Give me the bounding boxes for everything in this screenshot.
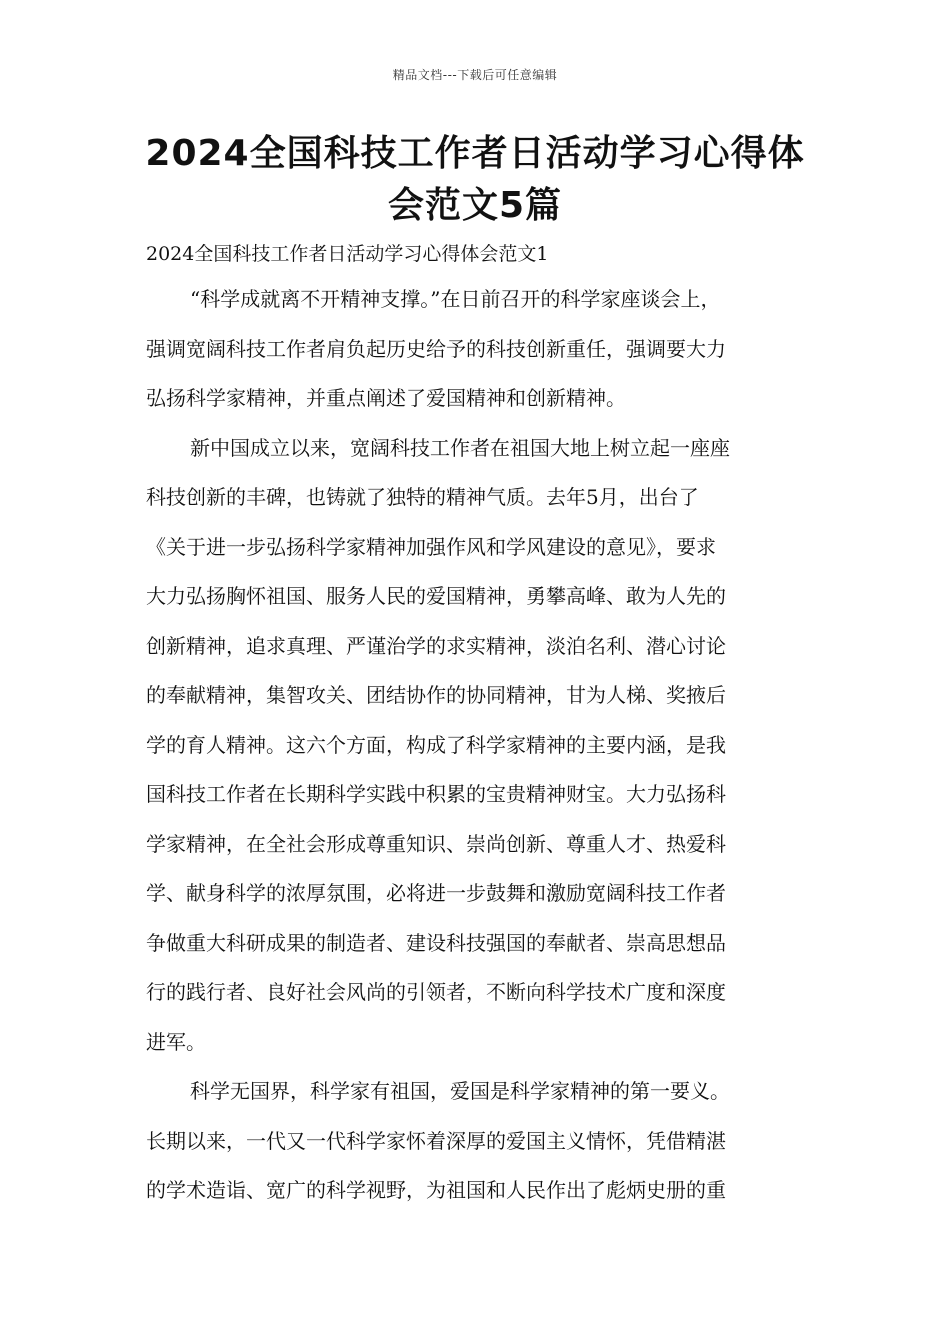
paragraph	[146, 1067, 836, 1216]
text-line: 进军。	[146, 1029, 206, 1054]
text-line: 学、献身科学的浓厚氛围，必将进一步鼓舞和激励宽阔科技工作者	[146, 881, 726, 905]
title-line: 2024全国科技工作者日活动学习心得体	[145, 133, 805, 174]
text-line: 科学无国界，科学家有祖国，爱国是科学家精神的第一要义。	[190, 1079, 730, 1103]
text-line: 的学术造诣、宽广的科学视野，为祖国和人民作出了彪炳史册的重	[146, 1178, 726, 1202]
text-line: 科技创新的丰碑，也铸就了独特的精神气质。去年5月，出台了	[146, 485, 699, 509]
document-body	[146, 275, 836, 1216]
text-line: 弘扬科学家精神，并重点阐述了爱国精神和创新精神。	[146, 386, 626, 410]
paragraph	[146, 424, 836, 1068]
text-line: 大力弘扬胸怀祖国、服务人民的爱国精神，勇攀高峰、敢为人先的	[146, 584, 726, 608]
text-line: 创新精神，追求真理、严谨治学的求实精神，淡泊名利、潜心讨论	[146, 633, 726, 658]
document-title	[120, 128, 830, 232]
paragraph	[146, 275, 836, 424]
text-line: 《关于进一步弘扬科学家精神加强作风和学风建设的意见》，要求	[146, 534, 716, 559]
text-line: 国科技工作者在长期科学实践中积累的宝贵精神财宝。大力弘扬科	[146, 782, 726, 806]
text-line: 行的践行者、良好社会风尚的引领者，不断向科学技术广度和深度	[146, 980, 726, 1004]
text-line: 学的育人精神。这六个方面，构成了科学家精神的主要内涵，是我	[146, 732, 726, 757]
text-line: “科学成就离不开精神支撑。”在日前召开的科学家座谈会上，	[190, 287, 721, 311]
title-line: 会范文5篇	[387, 185, 563, 226]
text-line: 新中国成立以来，宽阔科技工作者在祖国大地上树立起一座座	[190, 435, 730, 460]
text-line: 争做重大科研成果的制造者、建设科技强国的奉献者、崇高思想品	[146, 930, 726, 955]
text-line: 的奉献精神，集智攻关、团结协作的协同精神，甘为人梯、奖掖后	[146, 683, 726, 707]
text-line: 长期以来，一代又一代科学家怀着深厚的爱国主义情怀，凭借精湛	[146, 1128, 726, 1153]
text-line: 学家精神，在全社会形成尊重知识、崇尚创新、尊重人才、热爱科	[146, 831, 726, 856]
header-note: 精品文档---下载后可任意编辑	[392, 68, 558, 82]
section-heading: 2024全国科技工作者日活动学习心得体会范文1	[146, 243, 549, 265]
text-line: 强调宽阔科技工作者肩负起历史给予的科技创新重任，强调要大力	[146, 336, 726, 361]
